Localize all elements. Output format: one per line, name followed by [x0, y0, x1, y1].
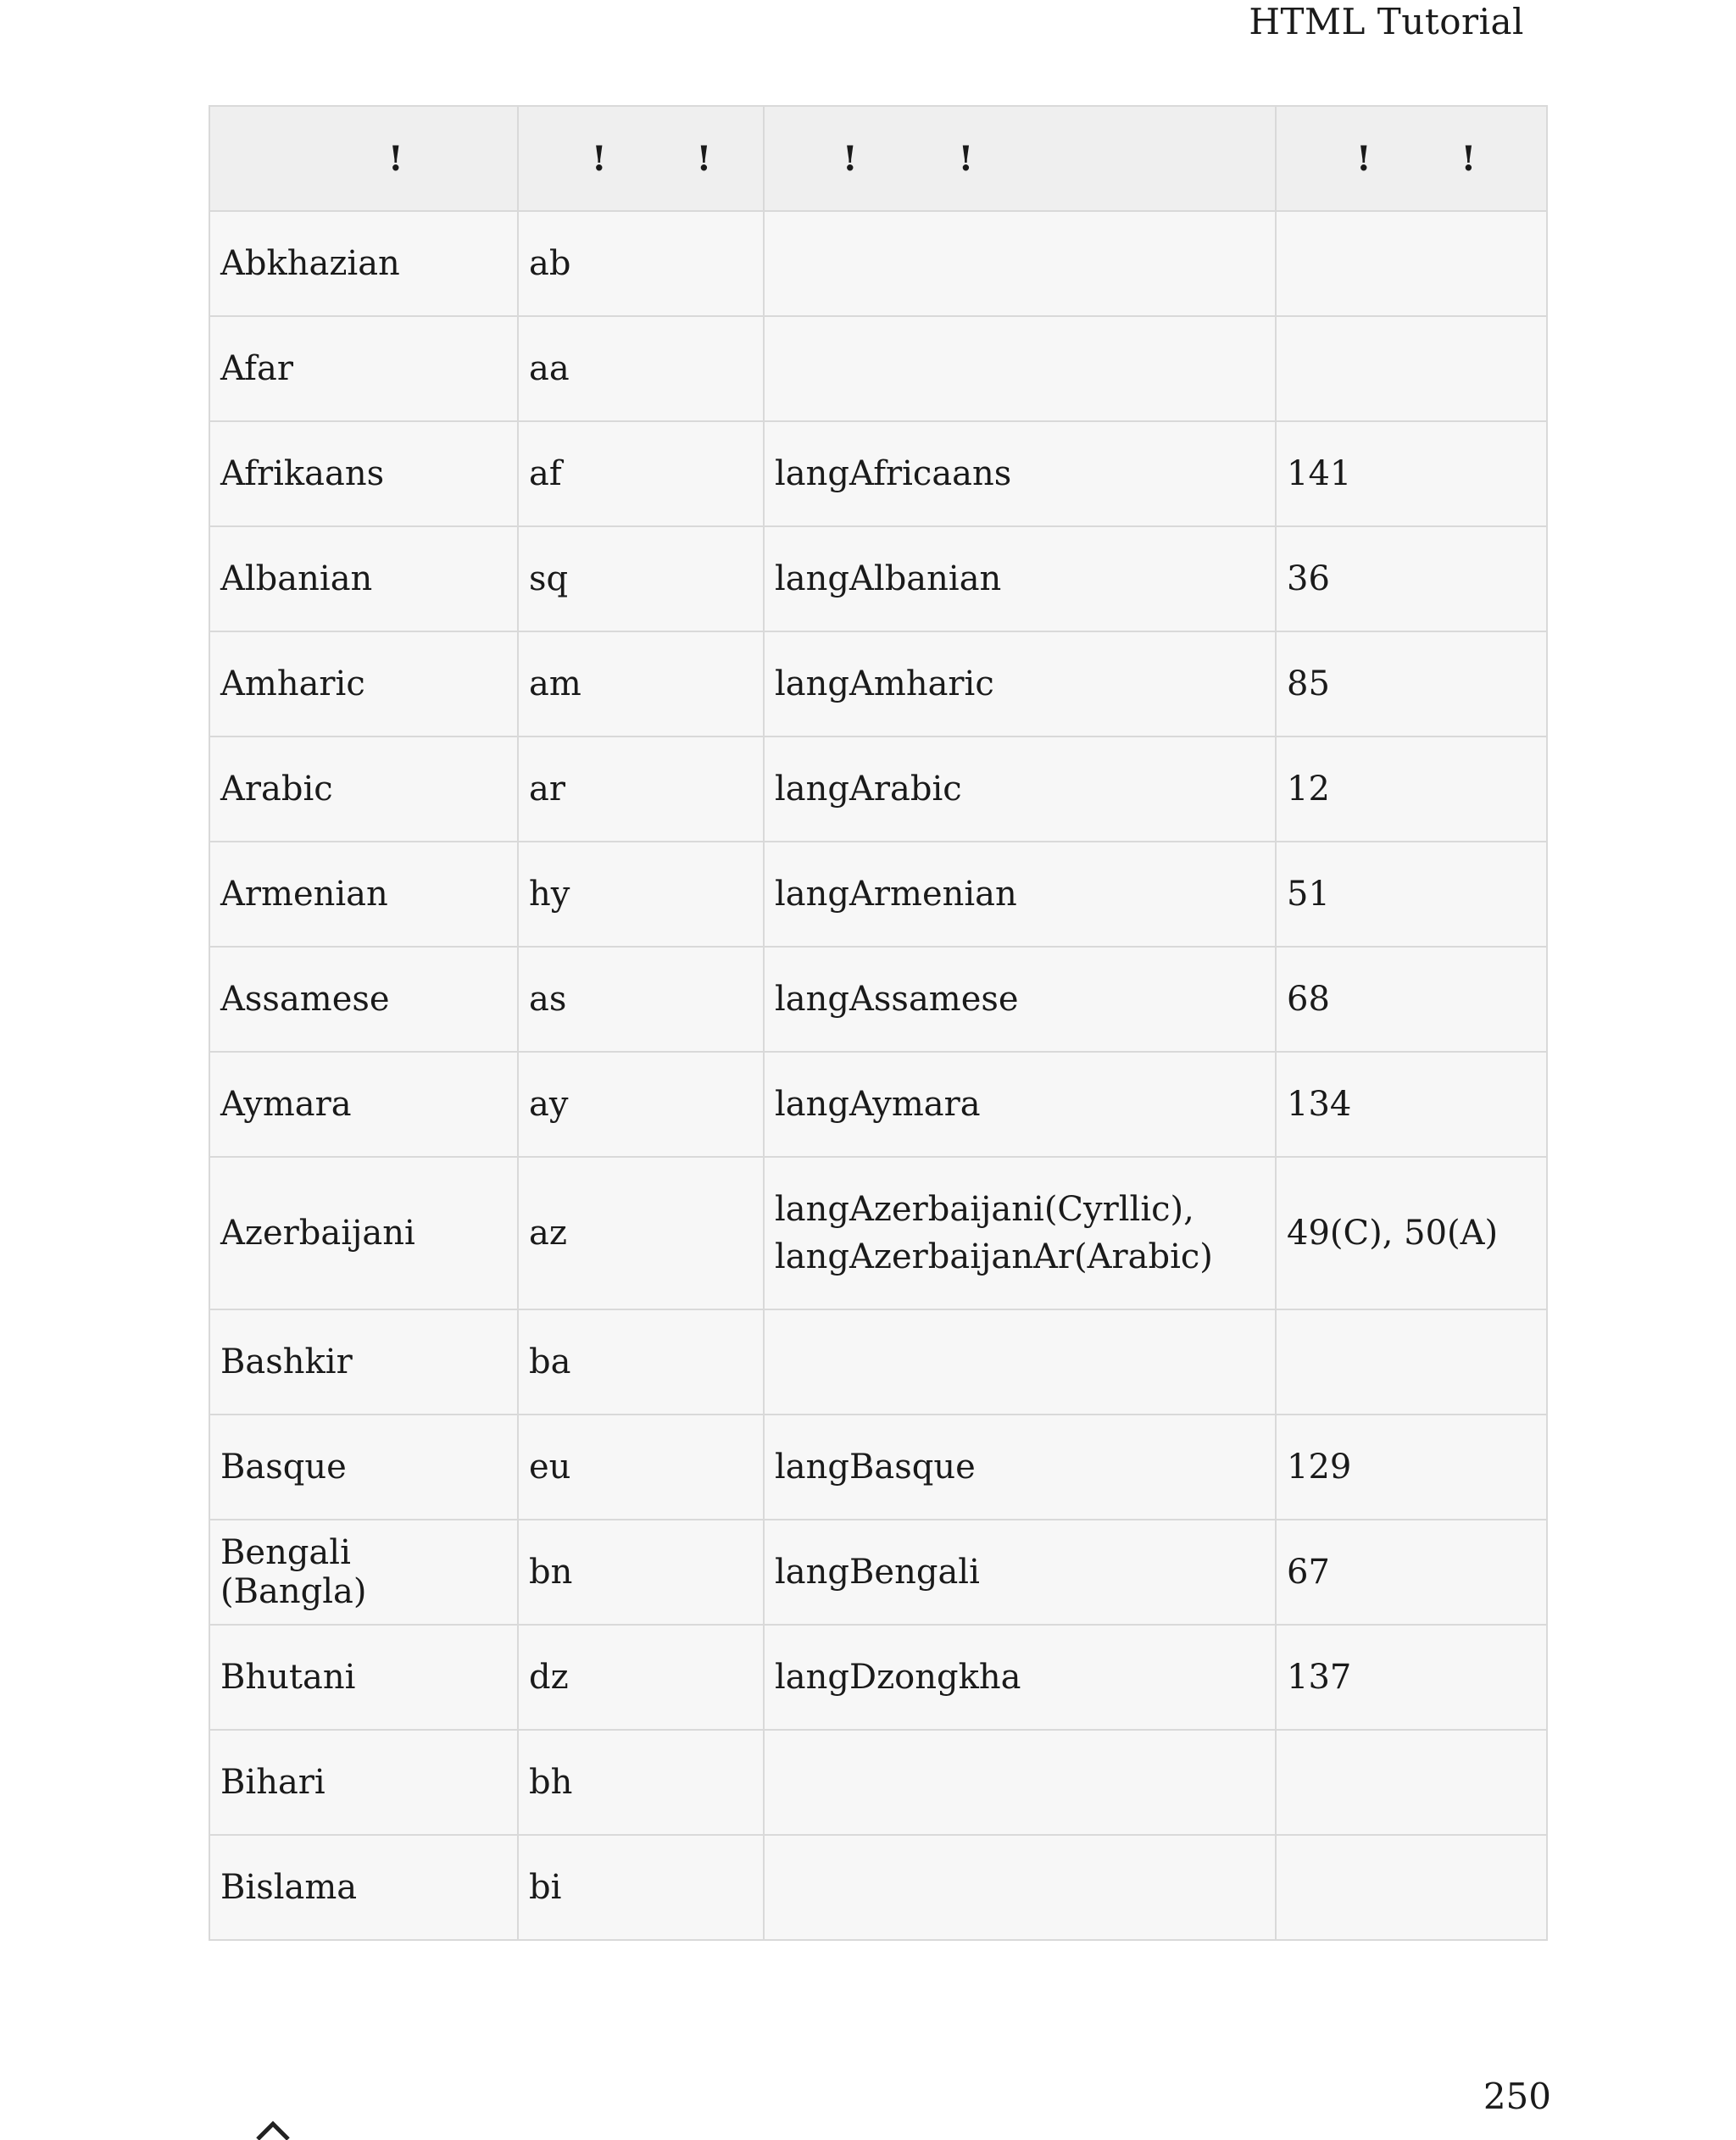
- cell-constant: [764, 1157, 1276, 1309]
- cell-code: aa: [518, 316, 764, 421]
- caret-up-icon: [254, 2114, 292, 2140]
- table-row: [209, 1415, 1547, 1520]
- table-row: [209, 1520, 1547, 1625]
- header-glyph: !: [958, 138, 974, 179]
- cell-language: Bashkir: [209, 1309, 518, 1415]
- header-glyph: !: [388, 138, 403, 179]
- cell-language: Assamese: [209, 947, 518, 1052]
- cell-constant: langArmenian: [764, 842, 1276, 947]
- cell-value: [1276, 316, 1547, 421]
- cell-language: Bislama: [209, 1835, 518, 1940]
- cell-constant-line: langAzerbaijani(Cyrllic),: [775, 1190, 1194, 1229]
- cell-code: ab: [518, 211, 764, 316]
- cell-value: 36: [1276, 526, 1547, 631]
- cell-value: [1276, 1835, 1547, 1940]
- cell-constant: [764, 316, 1276, 421]
- cell-constant: langAlbanian: [764, 526, 1276, 631]
- cell-value: [1276, 211, 1547, 316]
- cell-constant: langBasque: [764, 1415, 1276, 1520]
- header-cell-code: [518, 106, 764, 211]
- cell-constant: langDzongkha: [764, 1625, 1276, 1730]
- cell-constant: langAmharic: [764, 631, 1276, 736]
- cell-constant: [764, 1309, 1276, 1415]
- cell-code: ba: [518, 1309, 764, 1415]
- cell-code: am: [518, 631, 764, 736]
- cell-code: bi: [518, 1835, 764, 1940]
- cell-language: Arabic: [209, 736, 518, 842]
- cell-code: ar: [518, 736, 764, 842]
- table-row: [209, 631, 1547, 736]
- header-glyph: !: [696, 138, 712, 179]
- cell-code: bh: [518, 1730, 764, 1835]
- header-cell-constant: [764, 106, 1276, 211]
- cell-language: Amharic: [209, 631, 518, 736]
- table-row: [209, 736, 1547, 842]
- table-row: [209, 842, 1547, 947]
- table-row: [209, 1730, 1547, 1835]
- cell-code: ay: [518, 1052, 764, 1157]
- cell-value: [1276, 1730, 1547, 1835]
- cell-code: as: [518, 947, 764, 1052]
- cell-value: 129: [1276, 1415, 1547, 1520]
- cell-value: [1276, 1309, 1547, 1415]
- header-glyph: !: [592, 138, 607, 179]
- table-row: [209, 1835, 1547, 1940]
- cell-language: Basque: [209, 1415, 518, 1520]
- page-number: 250: [1483, 2076, 1551, 2117]
- cell-value: 67: [1276, 1520, 1547, 1625]
- table-row: [209, 316, 1547, 421]
- cell-value: 85: [1276, 631, 1547, 736]
- cell-constant: langAymara: [764, 1052, 1276, 1157]
- header-glyph: !: [1356, 138, 1372, 179]
- cell-language: Afar: [209, 316, 518, 421]
- cell-constant: [764, 1835, 1276, 1940]
- table-row: [209, 1052, 1547, 1157]
- cell-constant-line: langAzerbaijanAr(Arabic): [775, 1237, 1213, 1276]
- cell-code: af: [518, 421, 764, 526]
- cell-code: sq: [518, 526, 764, 631]
- table-row: [209, 211, 1547, 316]
- header-cell-value: [1276, 106, 1547, 211]
- cell-code: dz: [518, 1625, 764, 1730]
- cell-language: Aymara: [209, 1052, 518, 1157]
- table-header-row: [209, 106, 1547, 211]
- cell-value: 68: [1276, 947, 1547, 1052]
- cell-code: hy: [518, 842, 764, 947]
- cell-language: Bengali (Bangla): [209, 1520, 518, 1625]
- cell-constant: langBengali: [764, 1520, 1276, 1625]
- cell-constant: langAfricaans: [764, 421, 1276, 526]
- cell-code: eu: [518, 1415, 764, 1520]
- running-header: HTML Tutorial: [1249, 1, 1524, 42]
- cell-constant: [764, 211, 1276, 316]
- header-glyph: !: [843, 138, 858, 179]
- cell-value: 134: [1276, 1052, 1547, 1157]
- cell-value: 141: [1276, 421, 1547, 526]
- cell-constant: langAssamese: [764, 947, 1276, 1052]
- cell-code: az: [518, 1157, 764, 1309]
- header-glyph: !: [1461, 138, 1477, 179]
- cell-language: Azerbaijani: [209, 1157, 518, 1309]
- cell-language: Afrikaans: [209, 421, 518, 526]
- cell-language: Albanian: [209, 526, 518, 631]
- table-row: [209, 421, 1547, 526]
- cell-value: 137: [1276, 1625, 1547, 1730]
- table-row: [209, 526, 1547, 631]
- table-row: [209, 1157, 1547, 1309]
- cell-language: Bihari: [209, 1730, 518, 1835]
- table-row: [209, 1625, 1547, 1730]
- table-row: [209, 1309, 1547, 1415]
- language-code-table: [209, 105, 1548, 1941]
- cell-constant: langArabic: [764, 736, 1276, 842]
- cell-language: Abkhazian: [209, 211, 518, 316]
- header-cell-language: [209, 106, 518, 211]
- cell-language: Armenian: [209, 842, 518, 947]
- cell-code: bn: [518, 1520, 764, 1625]
- cell-constant: [764, 1730, 1276, 1835]
- cell-value: 51: [1276, 842, 1547, 947]
- cell-language: Bhutani: [209, 1625, 518, 1730]
- cell-value: 49(C), 50(A): [1276, 1157, 1547, 1309]
- cell-value: 12: [1276, 736, 1547, 842]
- table-row: [209, 947, 1547, 1052]
